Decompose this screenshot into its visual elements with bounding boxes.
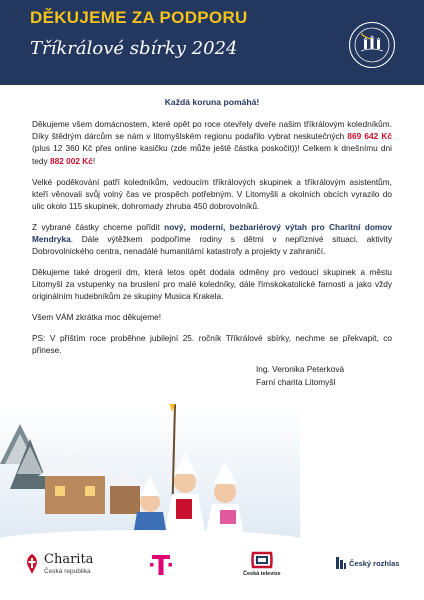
telekom-t-icon (150, 553, 172, 579)
charita-logo (24, 553, 93, 575)
lead-line: Každá koruna pomáhá! (164, 97, 260, 107)
rozhlas-icon (336, 557, 346, 569)
signature-org: Farní charita Litomyšl (256, 376, 336, 387)
paragraph-goal: Z vybrané částky chceme pořídit nový, moderní, bezbariérový výtah pro Charitní domov Mendryka. Dále výtěžkem podpoříme rodiny s dětmi v nepříznivé situaci, aktivity Dobrovolnického centra, nenadálé humanitární katastrofy a projekty v zahraničí. (32, 221, 392, 256)
trikralova-sbirka-logo (349, 22, 395, 68)
ct-icon (251, 551, 273, 569)
cr-name: Český rozhlas (349, 558, 400, 568)
paragraph-sponsors: Děkujeme také drogerii dm, která letos opět dodala odměny pro vedoucí skupinek a městu Litomyšl za vstupenky na bruslení pro malé koledníky, dále římskokatolické farnosti a jako vždy originálním hudebníkům ze skupiny Musica Krakela. (32, 266, 392, 301)
signature-name: Ing. Veronika Peterková (256, 364, 345, 374)
letter-body (32, 96, 392, 365)
header-title: DĚKUJEME ZA PODPORU (30, 8, 248, 27)
header-banner (0, 0, 424, 85)
header-subtitle: Tříkrálové sbírky 2024 (30, 38, 238, 59)
goal-highlight: nový, moderní, bezbariérový výtah pro Charitní domov Mendryka (32, 221, 392, 244)
sponsor-logos (0, 545, 424, 600)
amount-collected: 869 642 Kč (347, 131, 393, 142)
paragraph-volunteers: Velké poděkování patří koledníkům, vedoucím tříkrálových skupinek a tříkrálovým asistentům, kteří věnovali svůj volný čas ve prospěch potřebným. V Litomyšli a okolních obcích vyrazilo do ulic okolo 115 skupinek, dohromady zhruba 450 dobrovolníků. (32, 176, 392, 211)
charita-name: Charita (44, 552, 94, 568)
paragraph-thanks: Děkujeme všem domácnostem, které opět po roce otevřely dveře našim tříkrálovým koledníkům. Díky štědrým dárcům se nám v litomyšlském regionu podařilo vybrat neskutečných 869 642 Kč (plus 12 360 Kč přes online kasičku (zde může ještě částka poskočit))! Celkem k dnešnímu dni tedy 882 002 Kč! (32, 119, 393, 166)
paragraph-ps: PS: V příštím roce proběhne jubilejní 25. ročník Tříkrálové sbírky, nechme se překvapit, co přinese. (32, 332, 392, 355)
winter-carolers-illustration (0, 404, 300, 544)
ct-name: Česká televize (243, 571, 281, 577)
t-mobile-logo (150, 553, 172, 579)
ceska-televize-logo (243, 551, 281, 577)
cesky-rozhlas-logo (336, 557, 399, 569)
three-kings-icon (352, 25, 392, 65)
amount-total: 882 002 Kč (50, 155, 93, 166)
paragraph-closing: Všem VÁM zkrátka moc děkujeme! (32, 311, 162, 322)
charita-subtitle: Česká republika (44, 567, 91, 575)
charita-cross-icon (24, 553, 40, 575)
signature-block (256, 363, 396, 389)
